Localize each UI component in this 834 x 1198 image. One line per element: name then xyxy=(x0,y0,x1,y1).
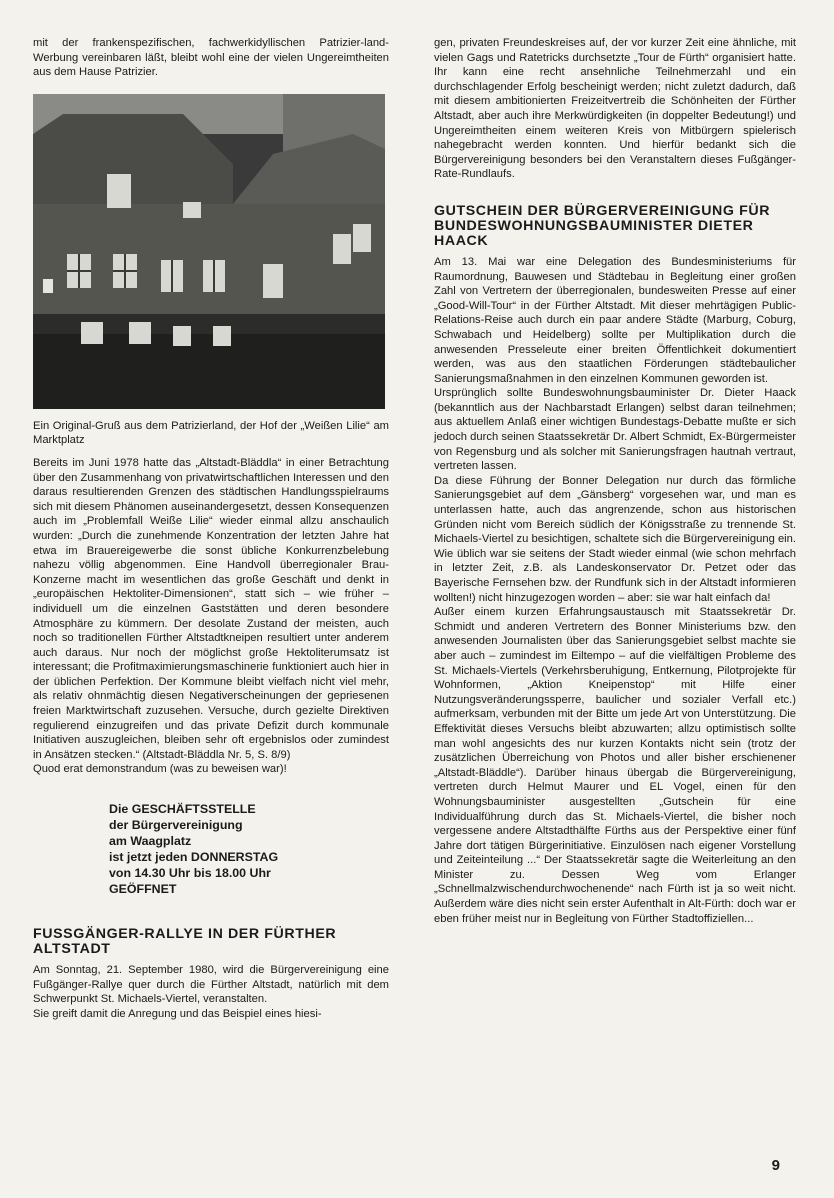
quod-erat-line: Quod erat demonstrandum (was zu beweisen war)! xyxy=(33,763,287,776)
notice-line: ist jetzt jeden DONNERSTAG xyxy=(109,850,279,865)
photo-caption: Ein Original-Gruß aus dem Patrizierland, der Hof der „Weißen Lilie“ am Marktplatz xyxy=(33,419,389,447)
notice-line: am Waagplatz xyxy=(109,834,192,849)
notice-line: von 14.30 Uhr bis 18.00 Uhr xyxy=(109,866,271,881)
voucher-heading: GUTSCHEIN DER BÜRGERVEREINIGUNG FÜR BUNDESWOHNUNGSBAUMINISTER DIETER HAACK xyxy=(434,202,771,249)
body-paragraph: Bereits im Juni 1978 hatte das „Altstadt-Bläddla“ in einer Betrachtung über den Zusammenhang von privatwirtschaftlichen Interessen und den daraus resultierenden Grenzen des städtischen Handlungsspielraums sich mit diesem Phänomen auseinandergesetzt, dessen Konsequenzen auch im „Problemfall Weiße Lilie“ wieder einmal allzu anschaulich wurden: „Durch die zunehmende Konzentration der letzten Jahre hat etwa im Brauereigewerbe die sonst übliche Konkurrenzbelebung nahezu völlig abgenommen. Eine Handvoll überregionaler Brau-Konzerne macht im wesentlichen das große Geschäft und denkt in „europäischen Hektoliter-Dimensionen“, statt sich – wie früher – individuell um die einzelnen Gaststätten und deren besondere Atmosphäre zu kümmern. Der desolate Zustand der meisten, auch noch so traditionellen Fürther Altstadtkneipen resultiert unter anderem auch daraus. Nur noch der möglichst große Hektoliterumsatz ist interessant; die Profitmaximierungsmaschinerie funktioniert auch hier in der üblichen Perfektion. Der Kommune bleibt vielfach nicht viel mehr, als relativ ohnmächtig diesen Negativerscheinungen der gepriesenen freien Marktwirtschaft zuzusehen. Versuche, durch gezielte Direktiven regulierend einzugreifen und das private Defizit durch kommunale Initiativen auszugleichen, bleiben sehr oft ergebnislos oder zumindest in Ansätzen stecken.“ (Altstadt-Bläddla Nr. 5, S. 8/9) xyxy=(33,456,389,761)
rally-paragraph-2: Sie greift damit die Anregung und das Beispiel eines hiesi- xyxy=(33,1007,322,1020)
voucher-paragraph-1: Am 13. Mai war eine Delegation des Bundesministeriums für Raumordnung, Bauwesen und Städtebau in Begleitung einer großen Zahl von Vertretern der überregionalen, bundesweiten Presse auf einer „Good-Will-Tour“ in der Fürther Altstadt. Mit dieser mehrtägigen Public-Relations-Reise auch durch ein paar andere Städte (Marburg, Coburg, Schwabach und Heidelberg) sollte per Multiplikation durch die anwesenden Presseleute einer breiten Öffentlichkeit dokumentiert werden, was aus den staatlichen Förderungen städtebaulicher Sanierungsmaßnahmen in den einzelnen Kommunen geworden ist. xyxy=(434,255,796,385)
left-column xyxy=(33,36,389,1021)
voucher-paragraph-3: Da diese Führung der Bonner Delegation nur durch das förmliche Sanierungsgebiet auf dem „Gänsberg“ vorgesehen war, und man es unterlassen hatte, auch das angrenzende, schon aus historischen Gründen nicht vom Bereich südlich der Königsstraße zu trennende St. Michaels-Viertel zu besichtigen, schaltete sich die Bürgervereinigung ein. Wie üblich war sie seitens der Stadt wieder einmal (wie schon mehrfach in letzter Zeit, z.B. als Landeskonservator Dr. Petzet oder das Bayerische Fernsehen bzw. der Rundfunk sich in der Altstadt informieren wollten!) nicht hinzugezogen worden – aber: sie war halt einfach da! xyxy=(434,474,796,604)
courtyard-photo xyxy=(33,94,385,409)
page-number: 9 xyxy=(771,1157,780,1174)
notice-line: GEÖFFNET xyxy=(109,882,177,897)
right-column xyxy=(434,36,796,926)
office-hours-notice xyxy=(109,801,389,897)
notice-line: der Bürgervereinigung xyxy=(109,818,243,833)
rally-heading: FUSSGÄNGER-RALLYE IN DER FÜRTHER ALTSTADT xyxy=(33,926,337,958)
notice-line: Die GESCHÄFTSSTELLE xyxy=(109,802,256,817)
voucher-paragraph-4: Außer einem kurzen Erfahrungsaustausch mit Staatssekretär Dr. Schmidt und anderen Vertretern des Bonner Ministeriums bzw. den anwesenden Journalisten über das Sanierungsgebiet selbst machte sie aber auch – zumindest im Eiltempo – auf die vielfältigen Probleme des St. Michaels-Viertels (Verkehrsberuhigung, Entkernung, Pilotprojekte für Wohnformen, „Aktion Kneipenstop“ mit Hilfe einer Nutzungsveränderungssperre, baulicher und sozialer Verfall etc.) aufmerksam, verbunden mit der Bitte um jede Art von Unterstützung. Die Effektivität dieses Versuchs bleibt abzuwarten; allzu optimistisch sollte man wohl angesichts des nur kurzen Kontakts nicht sein (trotz der zusätzlichen Überreichung von Photos und aller bisher erschienener „Altstadt-Bläddle“). Darüber hinaus übergab die Bürgervereinigung, vertreten durch Helmut Maurer und EL Vogel, einen für den Wohnungsbauminister ausgestellten „Gutschein für eine Individualführung durch das St. Michaels-Viertel, die bisher noch vergessene andere Altstadthälfte Fürths aus der Perspektive einer fünf Jahre dort tätigen Bürgerinitiative. Einzulösen nach eigener Vorstellung und Zeiteinteilung ...“ Der Staatssekretär sagte die Weiterleitung an den Minister zu. Dessen Weg vom Erlanger „Schnellmalzwischendurchwochenende“ nach Fürth ist ja so weit nicht. Außerdem wäre dies nicht sein erster Aufenthalt in Alt-Fürth: doch war er eben früher meist nur in Begleitung von Fürther Stadtoffiziellen... xyxy=(434,606,796,925)
rally-paragraph: Am Sonntag, 21. September 1980, wird die Bürgervereinigung eine Fußgänger-Rallye quer durch die Fürther Altstadt, natürlich mit dem Schwerpunkt St. Michaels-Viertel, veranstalten. xyxy=(33,964,389,1006)
intro-paragraph: mit der frankenspezifischen, fachwerkidyllischen Patrizier-land-Werbung vereinbaren läßt, bleibt wohl eine der vielen Ungereimtheiten aus dem Hause Patrizier. xyxy=(33,37,389,79)
rally-continuation: gen, privaten Freundeskreises auf, der vor kurzer Zeit eine ähnliche, mit vielen Gags und Ratetricks durchsetzte „Tour de Fürth“ organisiert hatte. Ihr kann eine recht ansehnliche Teilnehmerzahl und ein durchschlagender Erfolg bescheinigt werden; nicht zuletzt dadurch, daß mit diesem ambitionierten Freizeitvertreib die Schönheiten der Fürther Altstadt, aber auch ihre Merkwürdigkeiten (in doppelter Bedeutung!) und Ungereimtheiten einem weiteren Kreis von Mitbürgern spielerisch nahegebracht werden konnten. Und hierfür bedankt sich die Bürgervereinigung besonders bei den Veranstaltern dieses Fußgänger-Rate-Rundlaufs. xyxy=(434,37,796,181)
voucher-paragraph-2: Ursprünglich sollte Bundeswohnungsbauminister Dr. Dieter Haack (bekanntlich aus der Nachbarstadt Erlangen) selbst daran teilnehmen; aus aktuellem Anlaß einer wichtigen Bundestags-Debatte mußte er sich jedoch durch seinen Staatssekretär Dr. Albert Schmidt, Ex-Bürgermeister von Regensburg und als solcher mit Sanierungsfragen hautnah vertraut, vertreten lassen. xyxy=(434,387,796,473)
